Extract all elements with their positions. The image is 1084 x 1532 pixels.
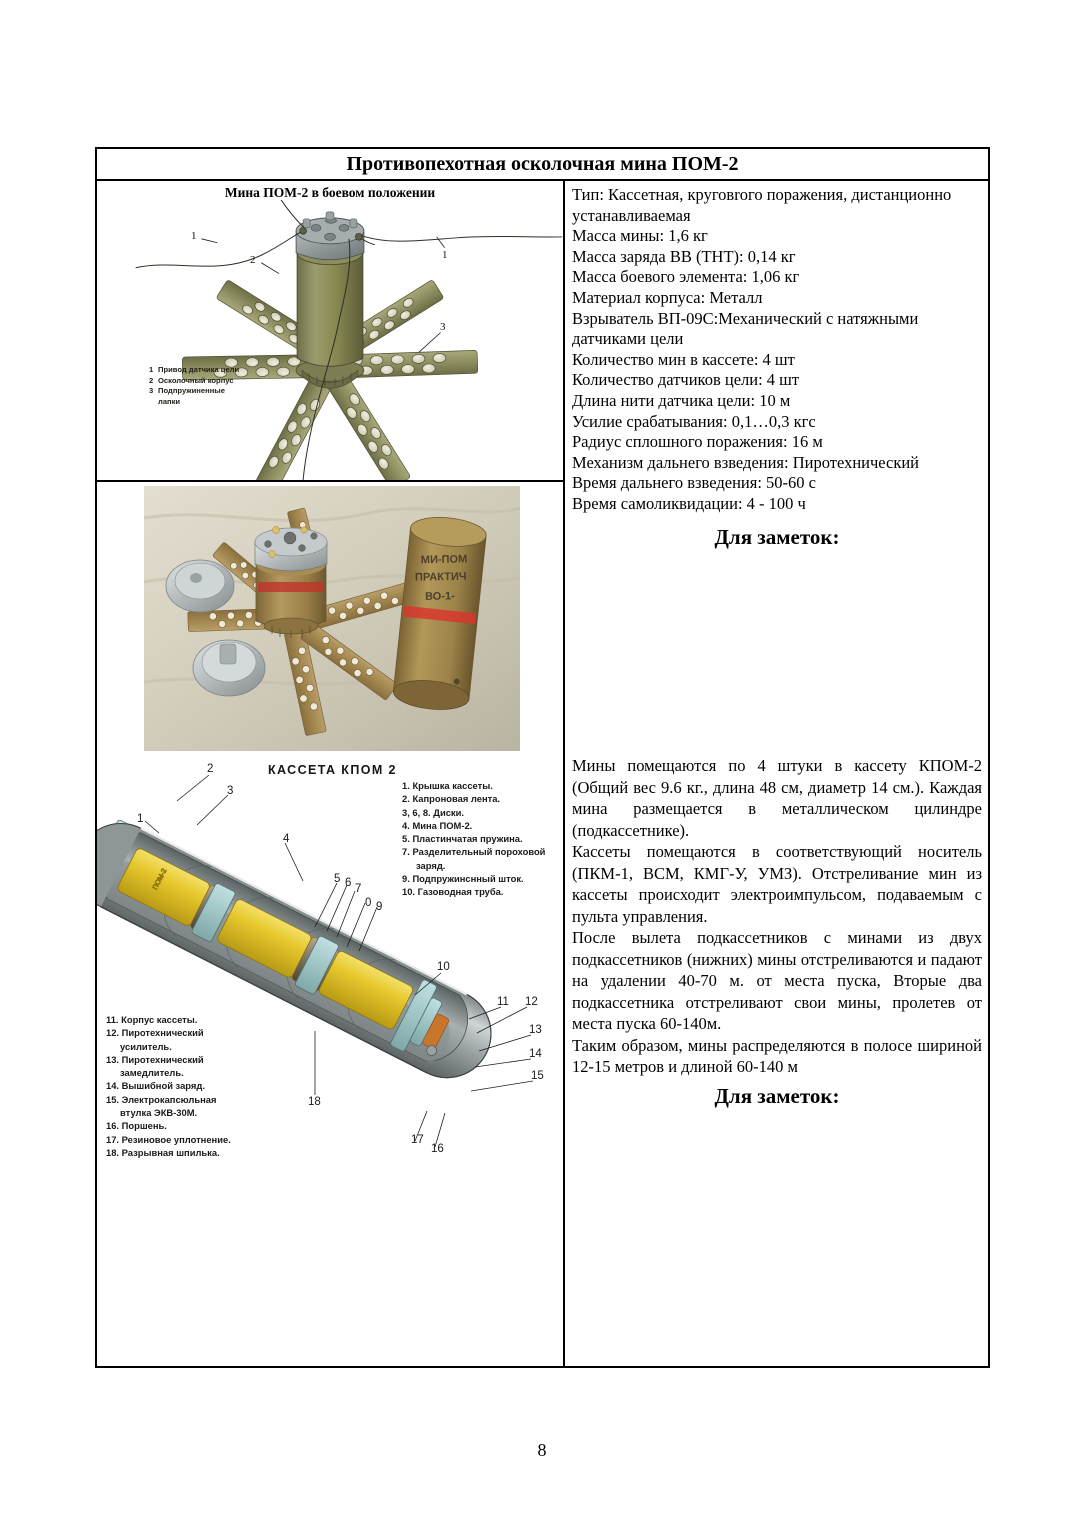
list-item: 3 Подпружиненные [149,386,226,395]
leader-label-7: 7 [355,883,362,895]
spec-line: Время дальнего взведения: 50-60 с [572,473,816,493]
list-item-continuation: втулка ЭКВ-30М. [120,1107,198,1119]
leader-label-6: 6 [345,877,352,889]
leader-label-11: 11 [497,996,509,1008]
list-item: 9. Подпружинснный шток. [402,873,524,885]
list-item: 1. Крышка кассеты. [402,780,493,791]
cassette-description-cell [565,751,988,1366]
figure-cassette-title: КАССЕТА КПОМ 2 [268,763,397,777]
list-item: 14. Вышибной заряд. [106,1080,205,1092]
leader-label-10: 10 [437,961,450,973]
spec-line: Количество датчиков цели: 4 шт [572,370,800,390]
spec-line: датчиками цели [572,329,684,349]
leader-label-1: 1 [137,813,144,825]
table-body [97,181,988,1366]
table-title-row [97,149,988,181]
spec-line: Масса мины: 1,6 кг [572,226,708,246]
mine-photograph [144,486,520,751]
callout-1-left: 1 [191,230,197,242]
leader-label-12: 12 [525,996,538,1008]
notes-heading: Для заметок: [714,524,840,549]
callout-2: 2 [250,254,256,266]
leader-label-2: 2 [207,763,214,775]
spec-line: Масса заряда ВВ (ТНТ): 0,14 кг [572,246,796,266]
spec-line: Масса боевого элемента: 1,06 кг [572,267,800,287]
leader-label-4: 4 [283,833,290,845]
figure-mine-drawing [97,181,563,480]
leader-label-0: 0 [365,897,372,909]
spec-line: Взрыватель ВП-09С:Механический с натяжными [572,308,919,328]
figure-cassette-cell [97,751,563,1366]
svg-text:ПОМ-2: ПОМ-2 [152,867,169,892]
left-figures-column [97,181,565,751]
list-item: 4. Мина ПОМ-2. [402,819,473,831]
leader-label-15: 15 [531,1070,544,1082]
table-row [97,751,988,1366]
page-title: Противопехотная осколочная мина ПОМ-2 [346,152,739,175]
list-item: 2. Капроновая лента. [402,793,501,805]
svg-text:ПРАКТИЧ: ПРАКТИЧ [414,570,467,584]
leader-label-9: 9 [376,901,383,913]
leader-label-3: 3 [227,785,234,797]
spec-line: Количество мин в кассете: 4 шт [572,349,795,369]
list-item-continuation: заряд. [416,859,446,871]
spec-line: устанавливаемая [572,205,691,225]
list-item: 12. Пиротехнический [106,1027,204,1039]
list-item: 15. Электрокапсюльная [106,1093,217,1105]
leader-label-18: 18 [308,1096,321,1108]
paragraph: Мины помещаются по 4 штуки в кассету КПОМ-2 (Общий вес 9.6 кг., длина 48 см, диаметр 14 см.). Каждая мина размещается в металлическом цилиндре (подкассетнике). [572,756,982,840]
list-item: 16. Поршень. [106,1120,167,1132]
spec-line: Радиус сплошного поражения: 16 м [572,432,823,452]
leader-label-14: 14 [529,1048,542,1060]
paragraph: После вылета подкассетников с минами из двух подкассетников (нижних) мины отстреливаются и падают на удалении 40-70 м. от места пуска, Вторые два подкассетника отстреливают свои мины, пролетев от места пуска 60-140м. [572,928,982,1033]
spec-table [95,147,990,1368]
spec-line: Время самоликвидации: 4 - 100 ч [572,493,806,513]
figure-mine-combat-cell [97,181,563,482]
leader-label-5: 5 [334,873,341,885]
specifications-cell [565,181,988,751]
list-item: 7. Разделительный пороховой [402,846,546,858]
list-item-continuation: замедлитель. [120,1067,184,1079]
list-item: 3, 6, 8. Диски. [402,806,464,818]
notes-heading: Для заметок: [714,1083,840,1108]
leader-label-13: 13 [529,1024,542,1036]
list-item: 17. Резиновое уплотнение. [106,1133,231,1145]
callout-1-right: 1 [442,249,448,261]
figure-cassette-legend-lower [106,1013,231,1159]
spec-line: Усилие срабатывания: 0,1…0,3 кгс [572,411,816,431]
svg-text:ВО-1-: ВО-1- [424,590,455,603]
specifications-list [572,185,982,515]
leader-label-17: 17 [411,1134,424,1146]
list-item: 13. Пиротехнический [106,1053,204,1065]
list-item-continuation: лапки [158,396,181,406]
page-number: 8 [537,1440,547,1460]
spec-line: Механизм дальнего взведения: Пиротехнический [572,452,920,472]
figure-mine-caption: Мина ПОМ-2 в боевом положении [224,185,436,200]
paragraph: Таким образом, мины распределяются в полосе шириной 12-15 метров и длиной 60-140 м [572,1035,982,1076]
list-item: 11. Корпус кассеты. [106,1014,198,1025]
cassette-description [572,755,982,1078]
table-row [97,181,988,751]
leader-label-16: 16 [431,1143,444,1155]
spec-line: Тип: Кассетная, круговrого поражения, дистанционно [572,185,952,204]
list-item: 10. Газоводная труба. [402,886,504,898]
figure-cassette-legend-upper [402,779,545,899]
spec-line: Материал корпуса: Металл [572,287,763,307]
spec-line: Длина нити датчика цели: 10 м [572,390,791,410]
list-item: 5. Пластинчатая пружина. [402,833,523,845]
cassette-figure-column [97,751,565,1366]
svg-text:МИ-ПОМ: МИ-ПОМ [420,553,468,567]
list-item: 18. Разрывная шпилька. [106,1146,220,1158]
list-item-continuation: усилитель. [120,1040,172,1052]
list-item: 1 Привод датчика цели [149,365,240,374]
paragraph: Кассеты помещаются в соответствующий носитель (ПКМ-1, ВСМ, КМГ-У, УМЗ). Отстреливание мин из кассеты происходит электроимпульсом, подаваемым с пульта управления. [572,842,982,926]
figure-mine-legend [149,365,239,407]
figure-mine-photo-cell [97,482,563,751]
list-item: 2 Осколочный корпус [149,375,234,385]
callout-3: 3 [440,321,446,333]
